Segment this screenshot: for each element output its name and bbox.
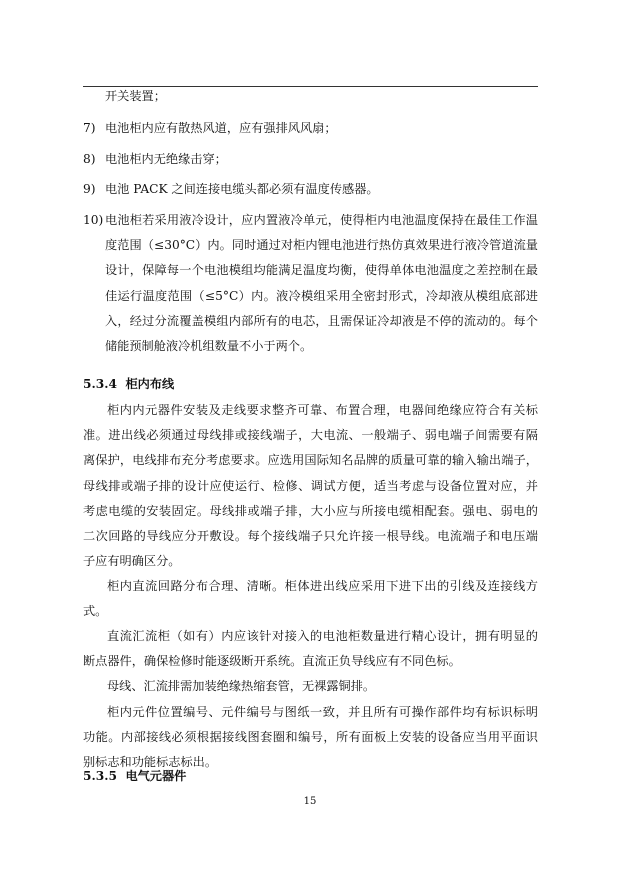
list-item-text: 电池柜内应有散热风道，应有强排风风扇； xyxy=(105,121,337,135)
paragraph-busbar xyxy=(83,674,538,699)
list-item-line: 储能预制舱液冷机组数量不小于两个。 xyxy=(105,339,313,354)
paragraph-line: 功能。内部接线必须根据接线图套圈和编号，所有面板上安装的设备应当用平面识 xyxy=(83,730,538,745)
paragraph-dc-combiner xyxy=(83,624,538,674)
paragraph-line: 母线排或端子排的设计应使运行、检修、调试方便，适当考虑与设备位置对应，并 xyxy=(83,478,538,493)
paragraph-wiring xyxy=(83,398,538,574)
list-item-text: 电池 PACK 之间连接电缆头都必须有温度传感器。 xyxy=(105,182,379,196)
paragraph-line: 二次回路的导线应分开敷设。每个接线端子只允许接一根导线。电流端子和电压端 xyxy=(83,529,538,544)
section-heading-5-3-4 xyxy=(83,372,538,397)
paragraph-line: 离保护，电线排布充分考虑要求。应选用国际知名品牌的质量可靠的输入输出端子， xyxy=(83,453,538,468)
list-item-number: 7) xyxy=(83,121,96,135)
paragraph-line: 母线、汇流排需加装绝缘热缩套管，无裸露铜排。 xyxy=(107,679,376,693)
list-item-8 xyxy=(83,147,538,172)
list-continuation xyxy=(83,84,538,109)
list-item-line: 度范围（≤30°C）内。同时通过对柜内锂电池进行热仿真效果进行液冷管道流量 xyxy=(105,238,538,253)
list-item-line: 佳运行温度范围（≤5°C）内。液冷模组采用全密封形式，冷却液从模组底部进 xyxy=(105,288,538,303)
list-item-number: 9) xyxy=(83,182,96,196)
paragraph-line: 柜内内元器件安装及走线要求整齐可靠、布置合理，电器间绝缘应符合有关标 xyxy=(107,403,538,417)
list-item-7 xyxy=(83,116,538,141)
list-item-line: 设计，保障每一个电池模组均能满足温度均衡，使得单体电池温度之差控制在最 xyxy=(105,263,538,278)
paragraph-line: 断点器件，确保检修时能逐级断开系统。直流正负导线应有不同色标。 xyxy=(83,654,461,669)
list-item-number: 8) xyxy=(83,152,96,166)
paragraph-line: 式。 xyxy=(83,604,108,619)
paragraph-line: 准。进出线必须通过母线排或接线端子，大电流、一般端子、弱电端子间需要有隔 xyxy=(83,428,538,443)
list-continuation-text: 开关装置； xyxy=(105,89,166,103)
section-heading-5-3-5 xyxy=(83,764,538,789)
paragraph-dc-circuit xyxy=(83,574,538,624)
list-item-text: 电池柜内无绝缘击穿； xyxy=(105,152,227,166)
paragraph-line: 别标志和功能标志标出。 xyxy=(83,755,218,770)
list-item-9 xyxy=(83,177,538,202)
paragraph-line: 考虑电缆的安装固定。母线排或端子排，大小应与所接电缆相配套。强电、弱电的 xyxy=(83,503,538,518)
paragraph-line: 直流汇流柜（如有）内应该针对接入的电池柜数量进行精心设计，拥有明显的 xyxy=(107,629,538,643)
list-item-line: 电池柜若采用液冷设计，应内置液冷单元，使得柜内电池温度保持在最佳工作温 xyxy=(105,213,538,227)
section-title: 柜内布线 xyxy=(125,377,175,391)
list-item-line: 入，经过分流覆盖模组内部所有的电芯，且需保证冷却液是不停的流动的。每个 xyxy=(105,313,538,328)
list-item-10 xyxy=(83,208,538,359)
page-number: 15 xyxy=(303,796,317,807)
paragraph-line: 子应有明确区分。 xyxy=(83,554,181,569)
list-item-number: 10) xyxy=(83,213,104,227)
paragraph-line: 柜内元件位置编号、元件编号与图纸一致，并且所有可操作部件均有标识标明 xyxy=(107,705,538,719)
paragraph-line: 柜内直流回路分布合理、清晰。柜体进出线应采用下进下出的引线及连接线方 xyxy=(107,579,538,593)
section-number: 5.3.5 xyxy=(83,769,117,783)
section-title: 电气元器件 xyxy=(125,769,187,783)
section-number: 5.3.4 xyxy=(83,377,117,391)
